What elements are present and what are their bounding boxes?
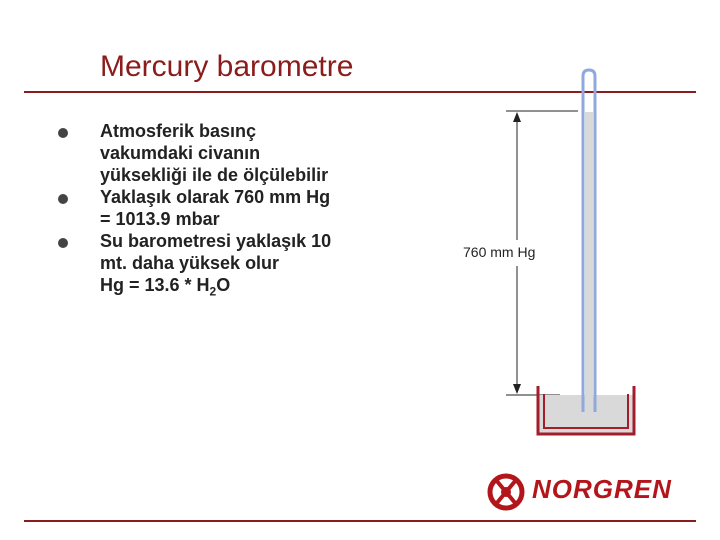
formula-subscript: 2	[209, 284, 217, 299]
formula-prefix: Hg = 13.6 * H	[100, 275, 210, 295]
bullet-text: Yaklaşık olarak 760 mm Hg = 1013.9 mbar	[100, 187, 331, 229]
logo-emblem-icon	[486, 472, 526, 512]
slide-title: Mercury barometre	[100, 50, 354, 83]
footer-rule	[24, 520, 696, 522]
bullet-text: Atmosferik basınç vakumdaki civanın yüksekliği ile de ölçülebilir	[100, 121, 329, 185]
height-label: 760 mm Hg	[463, 244, 536, 260]
arrow-up-icon	[513, 112, 521, 122]
mercury-column	[585, 112, 593, 412]
formula-suffix: O	[216, 275, 231, 295]
logo-text: NORGREN	[532, 474, 672, 504]
bullet-text: Su barometresi yaklaşık 10 mt. daha yüksek olur	[100, 231, 332, 273]
norgren-logo	[486, 470, 696, 514]
arrow-down-icon	[513, 384, 521, 394]
